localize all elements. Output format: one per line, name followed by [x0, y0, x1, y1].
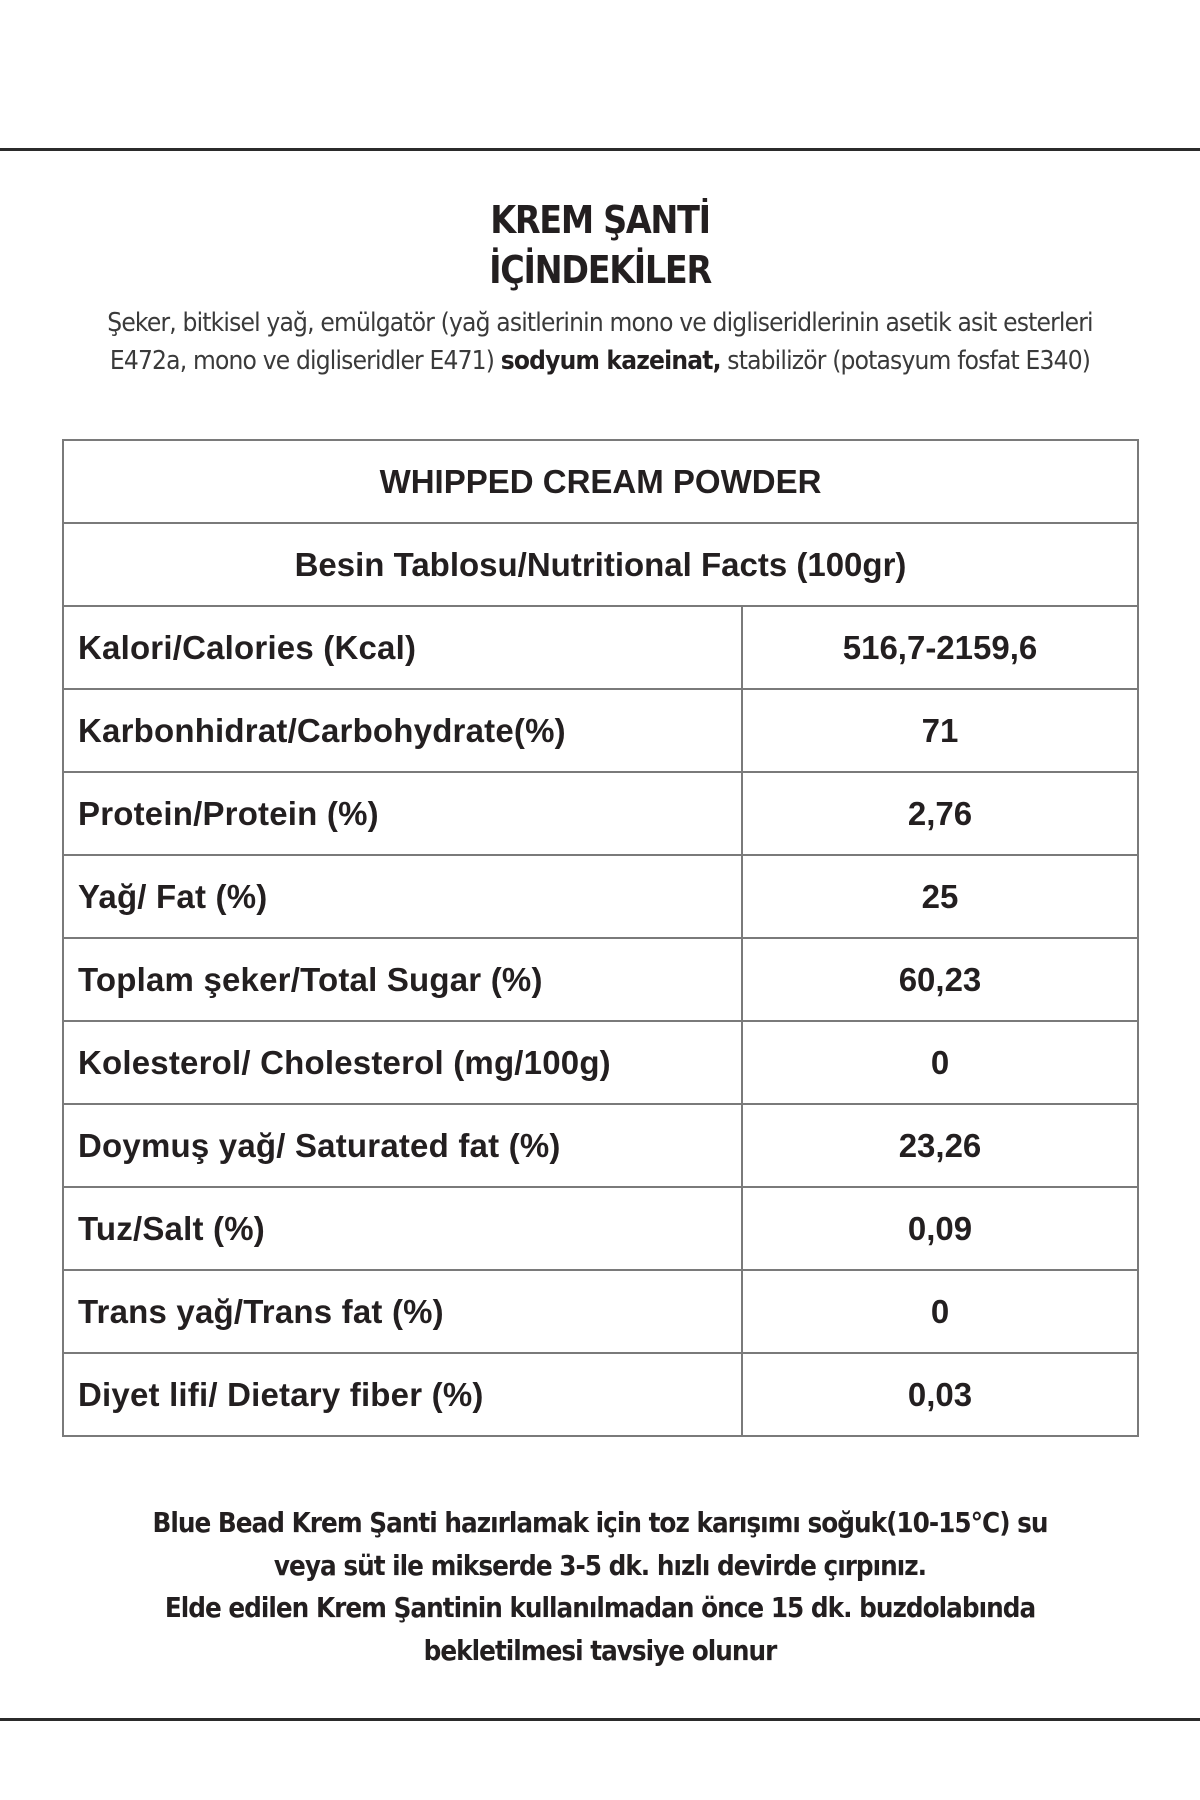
table-row — [63, 1021, 1138, 1104]
nutrient-label: Doymuş yağ/ Saturated fat (%) — [63, 1104, 742, 1187]
nutrient-value: 516,7-2159,6 — [742, 606, 1138, 689]
instructions-line: bekletilmesi tavsiye olunur — [423, 1634, 777, 1667]
table-row — [63, 855, 1138, 938]
table-row — [63, 1187, 1138, 1270]
product-title: KREM ŞANTİ — [490, 198, 710, 242]
nutrient-value: 60,23 — [742, 938, 1138, 1021]
nutrient-value: 2,76 — [742, 772, 1138, 855]
instructions-line: veya süt ile mikserde 3-5 dk. hızlı devirde çırpınız. — [273, 1549, 927, 1582]
nutrient-label: Tuz/Salt (%) — [63, 1187, 742, 1270]
table-row — [63, 1104, 1138, 1187]
bottom-divider — [0, 1718, 1200, 1721]
preparation-instructions — [96, 1502, 1104, 1672]
ingredients-text — [85, 304, 1115, 380]
table-row — [63, 689, 1138, 772]
instructions-line: Blue Bead Krem Şanti hazırlamak için toz karışımı soğuk(10-15°C) su — [152, 1507, 1048, 1539]
nutrition-table — [62, 439, 1139, 1437]
nutrient-label: Toplam şeker/Total Sugar (%) — [63, 938, 742, 1021]
ingredients-heading: İÇİNDEKİLER — [489, 248, 711, 292]
top-divider — [0, 148, 1200, 151]
table-row — [63, 1353, 1138, 1436]
nutrient-label: Karbonhidrat/Carbohydrate(%) — [63, 689, 742, 772]
nutrient-label: Yağ/ Fat (%) — [63, 855, 742, 938]
product-name: WHIPPED CREAM POWDER — [63, 440, 1138, 523]
table-row — [63, 1270, 1138, 1353]
instructions-line: Elde edilen Krem Şantinin kullanılmadan önce 15 dk. buzdolabında — [164, 1592, 1036, 1624]
nutrient-label: Protein/Protein (%) — [63, 772, 742, 855]
nutrient-value: 71 — [742, 689, 1138, 772]
nutrient-value: 23,26 — [742, 1104, 1138, 1187]
ingredients-part-1: Şeker, bitkisel yağ, emülgatör (yağ asitlerinin mono ve digliseridlerinin asetik asit esterleri E472a, mono ve digliseridler E471) — [107, 308, 1093, 376]
nutrient-value: 0,03 — [742, 1353, 1138, 1436]
ingredients-bold: sodyum kazeinat, — [500, 346, 721, 376]
nutrient-value: 0 — [742, 1270, 1138, 1353]
nutrient-label: Trans yağ/Trans fat (%) — [63, 1270, 742, 1353]
table-row — [63, 772, 1138, 855]
nutrient-value: 0,09 — [742, 1187, 1138, 1270]
nutrient-value: 25 — [742, 855, 1138, 938]
nutrient-label: Kalori/Calories (Kcal) — [63, 606, 742, 689]
table-row — [63, 606, 1138, 689]
nutrient-label: Diyet lifi/ Dietary fiber (%) — [63, 1353, 742, 1436]
ingredients-part-2: stabilizör (potasyum fosfat E340) — [720, 346, 1091, 376]
table-subtitle-row — [63, 523, 1138, 606]
table-row — [63, 938, 1138, 1021]
nutrient-value: 0 — [742, 1021, 1138, 1104]
nutrient-label: Kolesterol/ Cholesterol (mg/100g) — [63, 1021, 742, 1104]
page-title — [72, 195, 1128, 295]
table-subtitle: Besin Tablosu/Nutritional Facts (100gr) — [63, 523, 1138, 606]
table-header-row — [63, 440, 1138, 523]
